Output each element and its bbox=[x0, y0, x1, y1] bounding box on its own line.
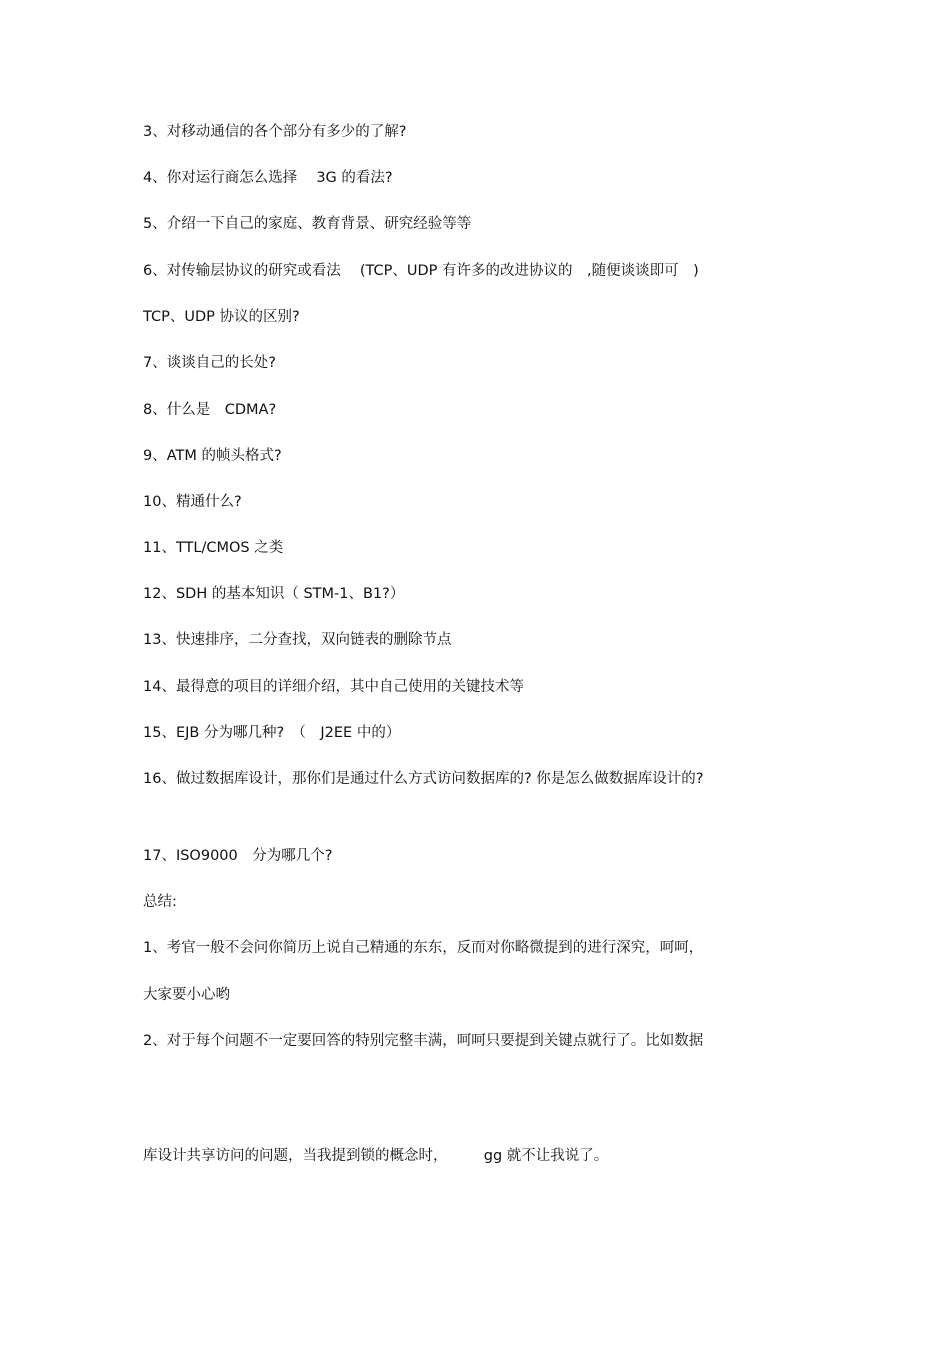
text-line: 8、什么是 CDMA? bbox=[143, 402, 277, 418]
text-line: TCP、UDP 协议的区别? bbox=[143, 309, 300, 325]
text-line: 11、TTL/CMOS 之类 bbox=[143, 540, 284, 556]
text-line: 2、对于每个问题不一定要回答的特别完整丰满，呵呵只要提到关键点就行了。比如数据 bbox=[143, 1033, 704, 1049]
text-line: 17、ISO9000 分为哪几个? bbox=[143, 848, 333, 864]
text-line: 15、EJB 分为哪几种? （ J2EE 中的） bbox=[143, 725, 401, 741]
section-heading: 总结: bbox=[143, 894, 177, 910]
text-line: 大家要小心哟 bbox=[143, 987, 230, 1003]
text-line: 5、介绍一下自己的家庭、教育背景、研究经验等等 bbox=[143, 216, 472, 232]
text-line: 10、精通什么? bbox=[143, 494, 242, 510]
text-line: 3、对移动通信的各个部分有多少的了解? bbox=[143, 124, 407, 140]
text-line: 9、ATM 的帧头格式? bbox=[143, 448, 282, 464]
text-line: 库设计共享访问的问题，当我提到锁的概念时， gg 就不让我说了。 bbox=[143, 1148, 609, 1164]
text-line: 13、快速排序，二分查找，双向链表的删除节点 bbox=[143, 632, 452, 648]
text-line: 6、对传输层协议的研究或看法 (TCP、UDP 有许多的改进协议的 ,随便谈谈即可 ) bbox=[143, 263, 699, 279]
text-line: 7、谈谈自己的长处? bbox=[143, 355, 276, 371]
text-line: 14、最得意的项目的详细介绍，其中自己使用的关键技术等 bbox=[143, 679, 524, 695]
text-line: 12、SDH 的基本知识（ STM-1、B1?） bbox=[143, 586, 405, 602]
text-line: 1、考官一般不会问你简历上说自己精通的东东，反而对你略微提到的进行深究，呵呵， bbox=[143, 940, 704, 956]
text-line: 16、做过数据库设计，那你们是通过什么方式访问数据库的? 你是怎么做数据库设计的? bbox=[143, 771, 704, 787]
text-line: 4、你对运行商怎么选择 3G 的看法? bbox=[143, 170, 393, 186]
